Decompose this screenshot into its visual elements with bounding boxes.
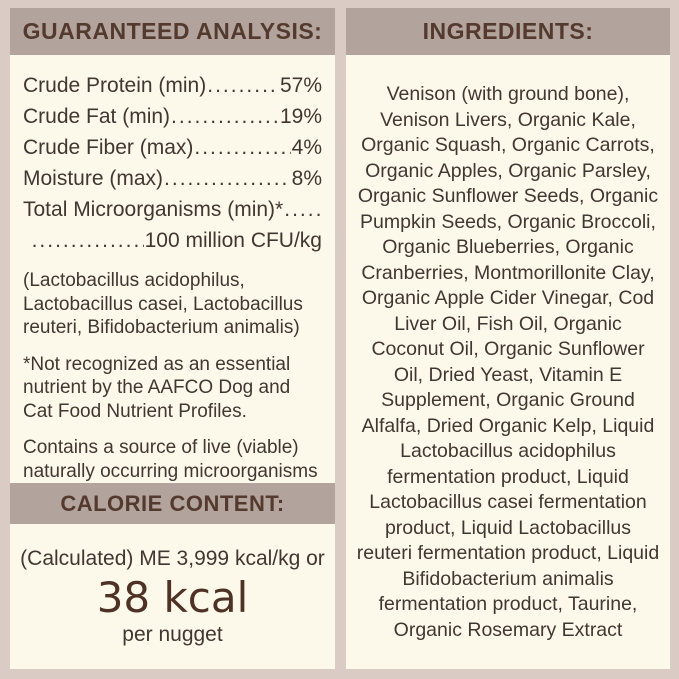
calorie-content-title: CALORIE CONTENT: xyxy=(60,490,285,516)
dot-leader xyxy=(32,225,144,256)
calorie-unit: per nugget xyxy=(122,623,223,646)
guaranteed-analysis-title: GUARANTEED ANALYSIS: xyxy=(22,18,323,44)
analysis-table xyxy=(23,70,322,256)
dot-leader xyxy=(207,70,279,101)
analysis-label: Crude Fat (min) xyxy=(23,105,171,128)
analysis-value: 57% xyxy=(279,74,322,97)
analysis-value: 19% xyxy=(279,105,322,128)
calorie-calculated-line: (Calculated) ME 3,999 kcal/kg or xyxy=(20,547,325,570)
ingredients-title: INGREDIENTS: xyxy=(422,18,594,44)
calorie-value: 38 kcal xyxy=(96,573,249,622)
analysis-row-crude-fat xyxy=(23,101,322,132)
guaranteed-analysis-header xyxy=(10,8,335,55)
calorie-content-header xyxy=(10,483,335,524)
ingredients-panel xyxy=(346,8,670,669)
analysis-value: 4% xyxy=(291,136,322,159)
analysis-row-cfu-value xyxy=(23,225,322,256)
aafco-footnote: *Not recognized as an essential nutrient by the AAFCO Dog and Cat Food Nutrient Profiles. xyxy=(23,353,291,422)
analysis-row-total-microorganisms xyxy=(23,194,322,225)
analysis-row-crude-protein xyxy=(23,70,322,101)
dot-leader xyxy=(194,132,290,163)
analysis-value: 8% xyxy=(291,167,322,190)
probiotics-species-note: (Lactobacillus acidophilus, Lactobacillus casei, Lactobacillus reuteri, Bifidobacterium animalis) xyxy=(23,270,303,338)
live-microorganisms-note: Contains a source of live (viable) naturally occurring microorganisms xyxy=(23,437,318,482)
analysis-label: Crude Fiber (max) xyxy=(23,136,194,159)
analysis-label: Total Microorganisms (min)* xyxy=(23,198,284,221)
analysis-row-moisture xyxy=(23,163,322,194)
dot-leader xyxy=(284,194,321,225)
dot-leader xyxy=(171,101,279,132)
analysis-row-crude-fiber xyxy=(23,132,322,163)
calorie-content-section xyxy=(10,483,335,647)
dot-leader xyxy=(164,163,291,194)
analysis-label: Moisture (max) xyxy=(23,167,164,190)
analysis-label: Crude Protein (min) xyxy=(23,74,207,97)
analysis-value: 100 million CFU/kg xyxy=(144,229,322,252)
ingredients-header xyxy=(346,8,670,55)
guaranteed-analysis-panel xyxy=(10,8,335,669)
ingredients-list: Venison (with ground bone), Venison Livers, Organic Kale, Organic Squash, Organic Carrots, Organic Apples, Organic Parsley, Organic Sunflower Seeds, Organic Pumpkin Seeds, Organic Broccoli, Organic Blueberries, Organic Cranberries, Montmorillonite Clay, Organic Apple Cider Vinegar, Cod Liver Oil, Fish Oil, Organic Coconut Oil, Organic Sunflower Oil, Dried Yeast, Vitamin E Supplement, Organic Ground Alfalfa, Dried Organic Kelp, Liquid Lactobacillus acidophilus fermentation product, Liquid Lactobacillus casei fermentation product, Liquid Lactobacillus reuteri fermentation product, Liquid Bifidobacterium animalis fermentation product, Taurine, Organic Rosemary Extract xyxy=(356,83,660,641)
